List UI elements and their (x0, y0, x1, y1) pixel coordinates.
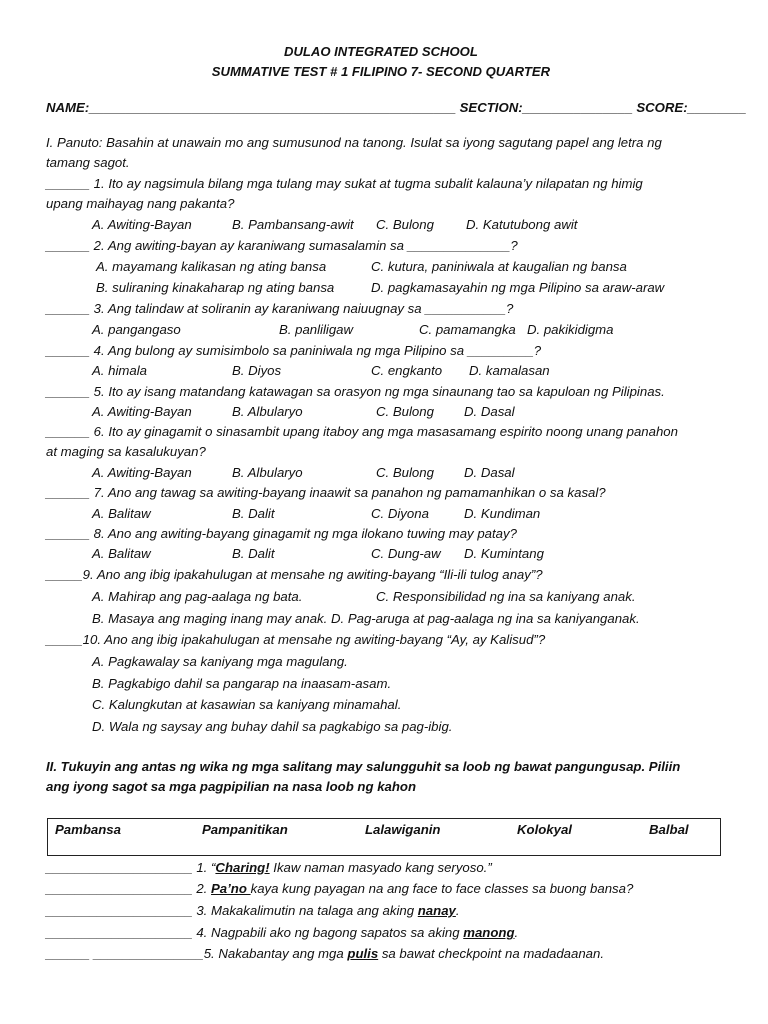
q7-choice-a: A. Balitaw (92, 506, 151, 521)
question-3: ______ 3. Ang talindaw at soliranin ay karaniwang naiuugnay sa ___________? (46, 301, 514, 316)
part2-item-3: ____________________ 3. Makakalimutin na talaga ang aking nanay. (46, 903, 460, 918)
part2-instruction-cont: ang iyong sagot sa mga pagpipilian na nasa loob ng kahon (46, 779, 417, 794)
choice-pampanitikan: Pampanitikan (202, 822, 288, 837)
q6-choice-a: A. Awiting-Bayan (92, 465, 192, 480)
q1-choice-c: C. Bulong (376, 217, 434, 232)
q8-choice-b: B. Dalit (232, 546, 275, 561)
q8-choice-a: A. Balitaw (92, 546, 151, 561)
q1-choice-a: A. Awiting-Bayan (92, 217, 192, 232)
q7-choice-c: C. Diyona (371, 506, 429, 521)
q3-choice-b: B. panliligaw (279, 322, 354, 337)
underlined-word-5: pulis (347, 946, 379, 961)
choice-kolokyal: Kolokyal (517, 822, 572, 837)
q4-choice-d: D. kamalasan (469, 363, 550, 378)
part2-item-4: ____________________ 4. Nagpabili ako ng bagong sapatos sa aking manong. (46, 925, 519, 940)
underlined-word-1: Charing! (215, 860, 270, 875)
part2-instruction: II. Tukuyin ang antas ng wika ng mga salitang may salungguhit sa loob ng bawat pangungusap. Piliin (46, 759, 681, 774)
info-line (46, 100, 746, 116)
section-blank[interactable]: _______________ (522, 100, 633, 115)
q2-choice-b: B. suliraning kinakaharap ng ating bansa (96, 280, 335, 295)
question-1: ______ 1. Ito ay nagsimula bilang mga tulang may sukat at tugma subalit kalauna’y nilapatan ng himig (46, 176, 643, 191)
underlined-word-3: nanay (417, 903, 456, 918)
q5-choice-d: D. Dasal (464, 404, 515, 419)
score-label: SCORE: (636, 100, 688, 115)
question-8: ______ 8. Ano ang awiting-bayang ginagamit ng mga ilokano tuwing may patay? (46, 526, 517, 541)
answer-blank-5[interactable]: ______ _______________ (46, 946, 204, 961)
question-6-cont: at maging sa kasalukuyan? (46, 444, 206, 459)
question-10: _____10. Ano ang ibig ipakahulugan at mensahe ng awiting-bayang “Ay, ay Kalisud”? (46, 632, 546, 647)
q4-choice-b: B. Diyos (232, 363, 282, 378)
choices-box (47, 818, 721, 856)
question-2: ______ 2. Ang awiting-bayan ay karaniwang sumasalamin sa ______________? (46, 238, 518, 253)
q10-choice-d: D. Wala ng saysay ang buhay dahil sa pagkabigo sa pag-ibig. (92, 719, 453, 734)
part1-instruction-cont: tamang sagot. (46, 155, 130, 170)
q6-choice-d: D. Dasal (464, 465, 515, 480)
question-1-cont: upang maihayag nang pakanta? (46, 196, 235, 211)
section-label: SECTION: (459, 100, 523, 115)
q10-choice-c: C. Kalungkutan at kasawian sa kaniyang minamahal. (92, 697, 402, 712)
q8-choice-c: C. Dung-aw (371, 546, 441, 561)
q6-choice-c: C. Bulong (376, 465, 434, 480)
q7-choice-b: B. Dalit (232, 506, 275, 521)
q5-choice-c: C. Bulong (376, 404, 434, 419)
name-label: NAME: (46, 100, 90, 115)
q4-choice-c: C. engkanto (371, 363, 443, 378)
q10-choice-b: B. Pagkabigo dahil sa pangarap na inaasam-asam. (92, 676, 392, 691)
underlined-word-2: Pa’no (211, 881, 251, 896)
q5-choice-b: B. Albularyo (232, 404, 303, 419)
choice-balbal: Balbal (649, 822, 689, 837)
part2-item-2: ____________________ 2. Pa’no kaya kung payagan na ang face to face classes sa buong bansa? (46, 881, 634, 896)
choice-lalawiganin: Lalawiganin (365, 822, 441, 837)
answer-blank-4[interactable]: ____________________ (46, 925, 193, 940)
q10-choice-a: A. Pagkawalay sa kaniyang mga magulang. (92, 654, 348, 669)
q1-choice-b: B. Pambansang-awit (232, 217, 354, 232)
name-blank[interactable]: __________________________________________________ (89, 100, 456, 115)
q7-choice-d: D. Kundiman (464, 506, 541, 521)
q2-choice-d: D. pagkamasayahin ng mga Pilipino sa araw-araw (371, 280, 665, 295)
q2-choice-c: C. kutura, paniniwala at kaugalian ng bansa (371, 259, 627, 274)
underlined-word-4: manong (463, 925, 515, 940)
answer-blank-3[interactable]: ____________________ (46, 903, 193, 918)
answer-blank-1[interactable]: ____________________ (46, 860, 193, 875)
part1-instruction: I. Panuto: Basahin at unawain mo ang sumusunod na tanong. Isulat sa iyong sagutang papel ang letra ng (46, 135, 662, 150)
question-5: ______ 5. Ito ay isang matandang katawagan sa orasyon ng mga sinaunang tao sa kapuloan ng Pilipinas. (46, 384, 665, 399)
answer-blank-2[interactable]: ____________________ (46, 881, 193, 896)
q2-choice-a: A. mayamang kalikasan ng ating bansa (96, 259, 327, 274)
part2-item-5: ______ _______________5. Nakabantay ang mga pulis sa bawat checkpoint na madadaanan. (46, 946, 604, 961)
q4-choice-a: A. himala (92, 363, 147, 378)
question-6: ______ 6. Ito ay ginagamit o sinasambit upang itaboy ang mga masasamang espirito noong unang panahon (46, 424, 678, 439)
q9-choice-c: C. Responsibilidad ng ina sa kaniyang anak. (376, 589, 636, 604)
question-9: _____9. Ano ang ibig ipakahulugan at mensahe ng awiting-bayang “Ili-ili tulog anay”? (46, 567, 543, 582)
q3-choice-c: C. pamamangka (419, 322, 516, 337)
part2-item-1: ____________________ 1. “Charing! Ikaw naman masyado kang seryoso.” (46, 860, 492, 875)
q1-choice-d: D. Katutubong awit (466, 217, 578, 232)
score-blank[interactable]: ________ (687, 100, 747, 115)
q3-choice-a: A. pangangaso (92, 322, 181, 337)
choice-pambansa: Pambansa (55, 822, 121, 837)
q3-choice-d: D. pakikidigma (527, 322, 614, 337)
q9-choice-b-d: B. Masaya ang maging inang may anak. D. Pag-aruga at pag-aalaga ng ina sa kaniyanganak. (92, 611, 640, 626)
test-title: SUMMATIVE TEST # 1 FILIPINO 7- SECOND QUARTER (211, 64, 551, 79)
q5-choice-a: A. Awiting-Bayan (92, 404, 192, 419)
question-7: ______ 7. Ano ang tawag sa awiting-bayang inaawit sa panahon ng pamamanhikan o sa kasal? (46, 485, 606, 500)
q9-choice-a: A. Mahirap ang pag-aalaga ng bata. (92, 589, 303, 604)
school-name: DULAO INTEGRATED SCHOOL (284, 44, 478, 59)
question-4: ______ 4. Ang bulong ay sumisimbolo sa paniniwala ng mga Pilipino sa _________? (46, 343, 542, 358)
q8-choice-d: D. Kumintang (464, 546, 544, 561)
q6-choice-b: B. Albularyo (232, 465, 303, 480)
